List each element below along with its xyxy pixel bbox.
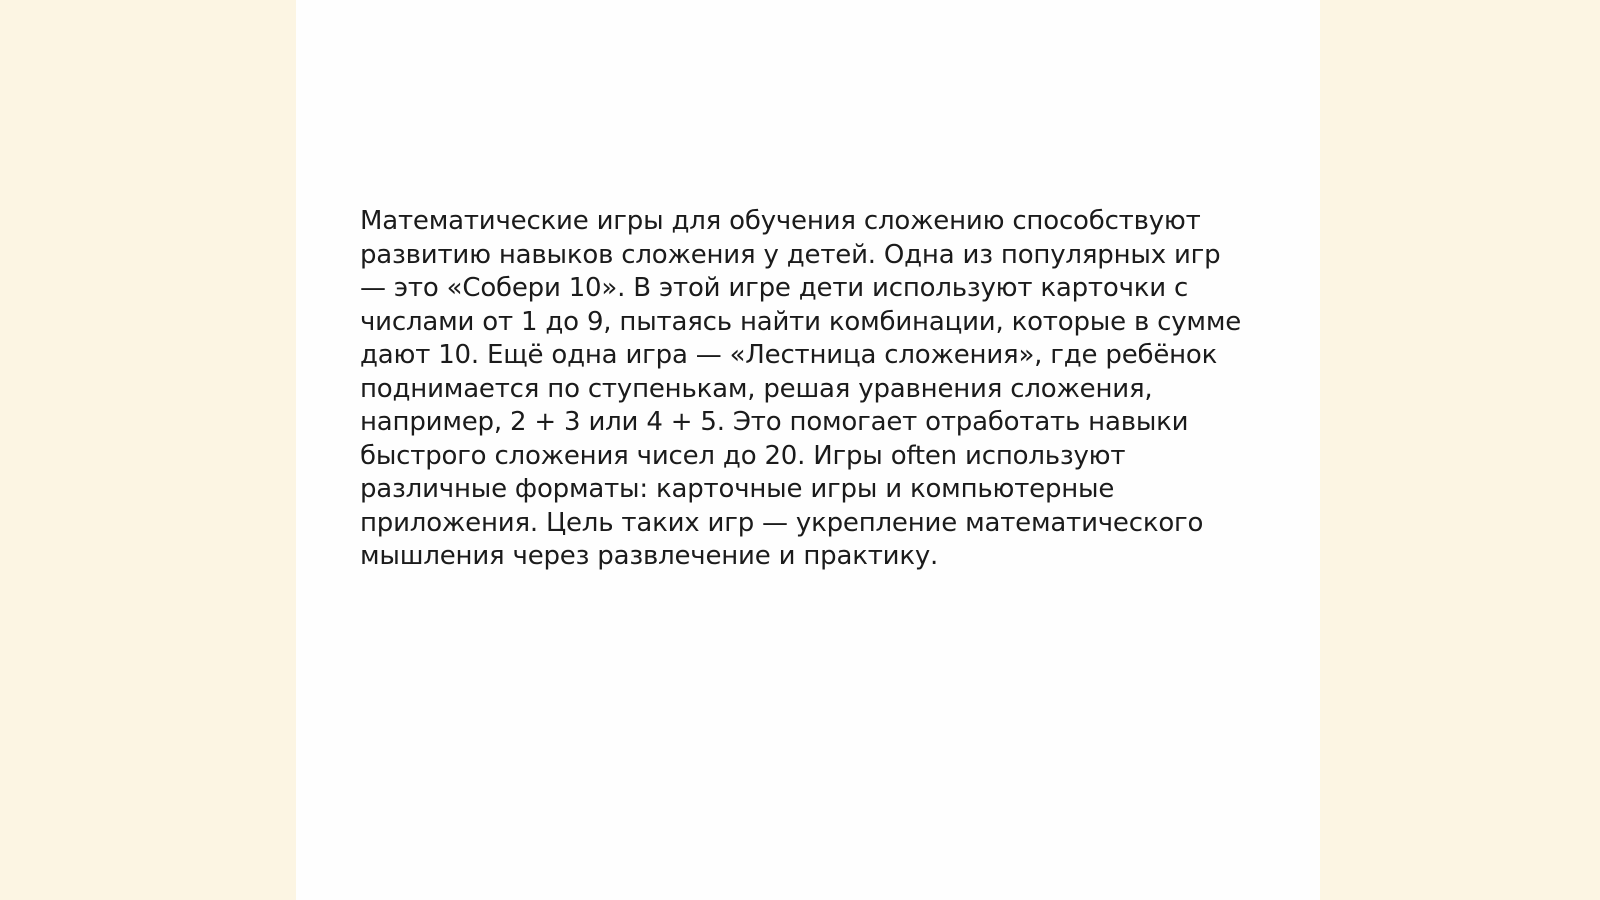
document-page [296, 0, 1320, 900]
right-margin-panel [1320, 0, 1600, 900]
body-paragraph: Математические игры для обучения сложению способствуют развитию навыков сложения у детей. Одна из популярных игр — это «Собери 10». В этой игре дети используют карточки с числами от 1 до 9, пытаясь найти комбинации, которые в сумме дают 10. Ещё одна игра — «Лестница сложения», где ребёнок поднимается по ступенькам, решая уравнения сложения, например, 2 + 3 или 4 + 5. Это помогает отработать навыки быстрого сложения чисел до 20. Игры often используют различные форматы: карточные игры и компьютерные приложения. Цель таких игр — укрепление математического мышления через развлечение и практику. [360, 206, 1242, 571]
left-margin-panel [0, 0, 296, 900]
